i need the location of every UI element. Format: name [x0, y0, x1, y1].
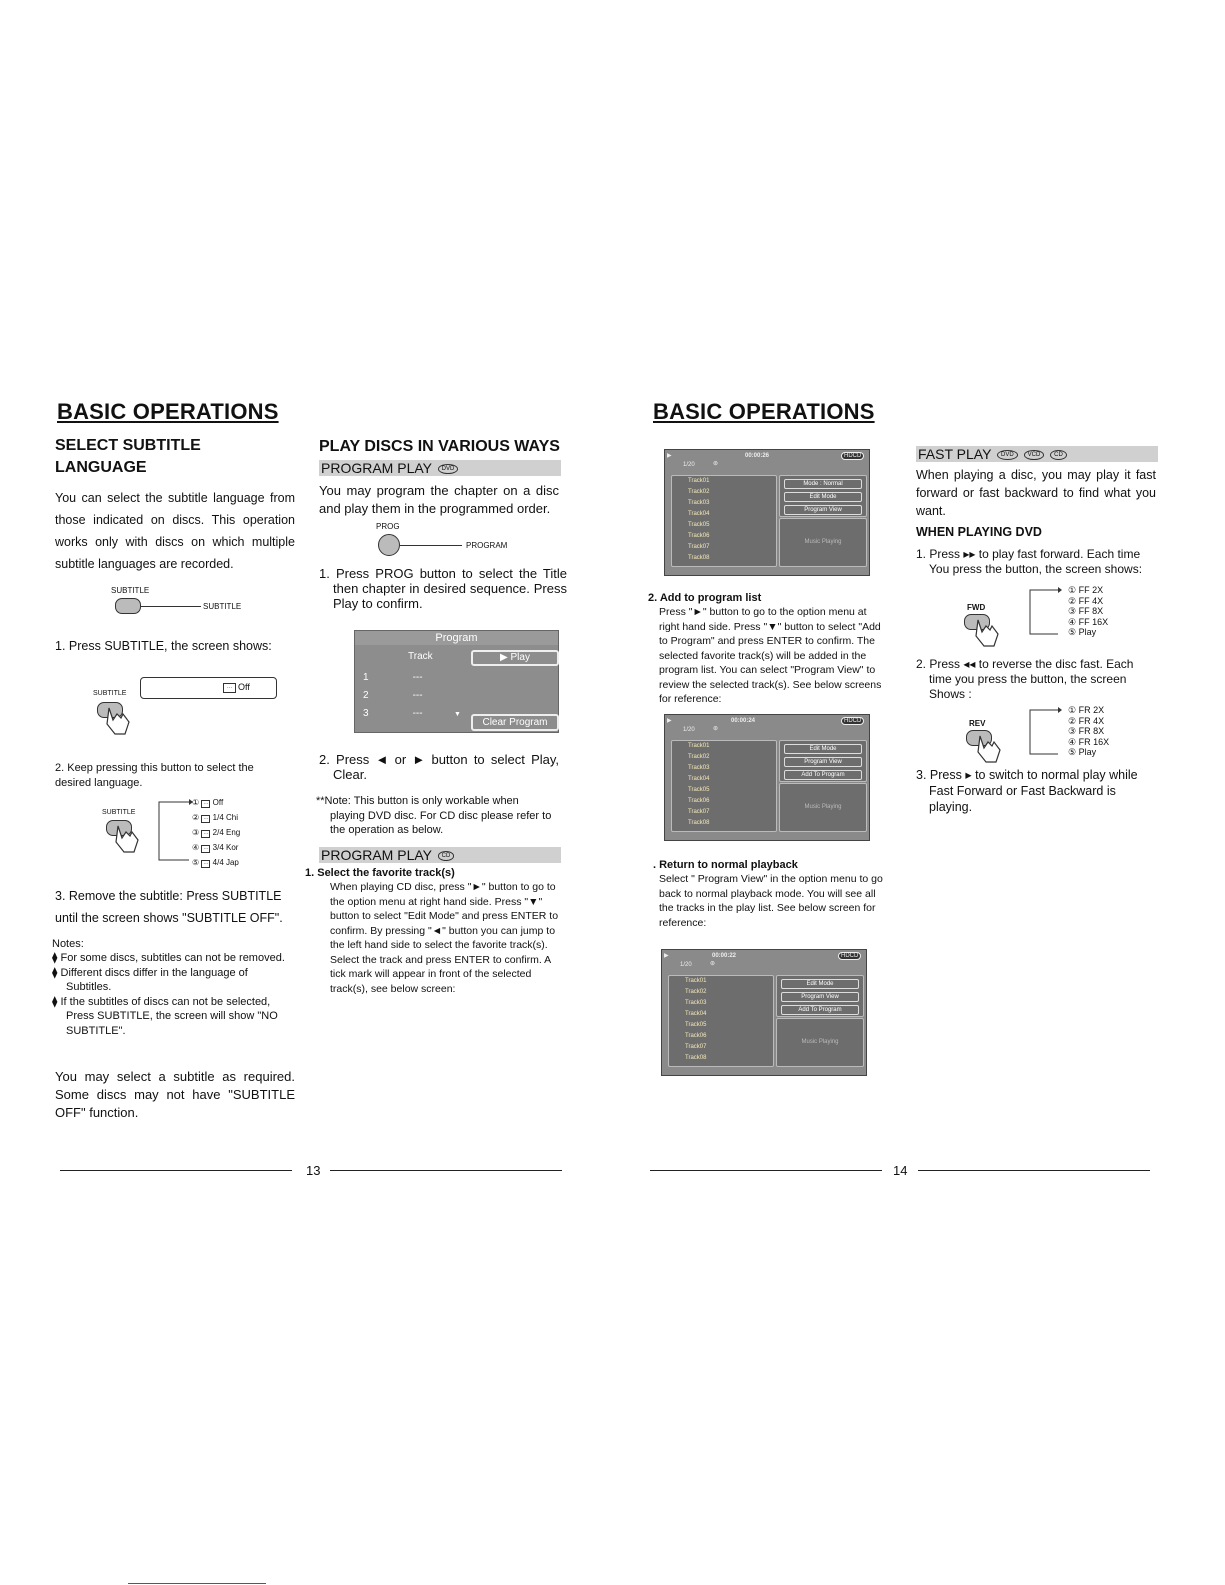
subtitle-icon: ···: [223, 683, 236, 693]
clear-program-button[interactable]: Clear Program: [471, 714, 559, 731]
section-heading-subtitle: [55, 435, 295, 479]
notes-list: [52, 951, 287, 1038]
hdcd-badge: HDCD: [841, 717, 864, 725]
fr-speed-item: ③ FR 8X: [1068, 726, 1105, 736]
ff-speed-list: [1068, 585, 1108, 638]
callout-line: [141, 606, 201, 607]
track-list: [671, 740, 777, 832]
language-item: ④ ··· 3/4 Kor: [192, 843, 239, 852]
disc-icon: ⊛: [713, 461, 719, 467]
track-list: [671, 475, 777, 567]
subtitle-closing: You may select a subtitle as required. Some discs may not have "SUBTITLE OFF" function.: [55, 1069, 295, 1120]
play-icon: ▶: [664, 953, 669, 959]
bar-label: FAST PLAY: [918, 446, 992, 462]
fr-speed-item: ② FR 4X: [1068, 715, 1105, 726]
ff-speed-item: ⑤ Play: [1068, 627, 1097, 637]
track-item[interactable]: Track01: [688, 743, 710, 749]
fwd-button-label: FWD: [967, 603, 986, 612]
option-item[interactable]: Edit Mode: [781, 979, 859, 989]
return-heading: . Return to normal playback: [653, 859, 798, 871]
prog-button-icon: [378, 534, 400, 556]
cd-step1-heading: 1. Select the favorite track(s): [305, 867, 455, 879]
program-step2: 2. Press ◄ or ► button to select Play, Clear.: [319, 752, 559, 782]
track-item[interactable]: Track04: [688, 511, 710, 517]
ff-speed-item: ② FF 4X: [1068, 595, 1104, 606]
hand-press-icon: [974, 734, 1006, 764]
option-menu: [779, 475, 867, 517]
subtitle-step1: 1. Press SUBTITLE, the screen shows:: [55, 639, 272, 653]
footer-rule: [650, 1170, 882, 1171]
bar-label: PROGRAM PLAY: [321, 460, 432, 476]
option-menu: [779, 740, 867, 782]
program-step1: 1. Press PROG button to select the Title then chapter in desired sequence. Press Play to confirm.: [319, 566, 567, 611]
program-osd-title: Program: [355, 631, 558, 645]
program-rows: [363, 669, 423, 723]
music-playing-panel: Music Playing: [776, 1018, 864, 1067]
program-row: 3 ---: [363, 708, 423, 719]
option-item[interactable]: Program View: [784, 505, 862, 515]
subtitle-intro: You can select the subtitle language from those indicated on discs. This operation works only with discs on which multiple subtitle languages are recorded.: [55, 491, 295, 571]
track-item[interactable]: Track08: [688, 555, 710, 561]
language-item: ③ ··· 2/4 Eng: [192, 828, 241, 837]
subtitle-step2: 2. Keep pressing this button to select the desired language.: [55, 762, 254, 789]
track-item[interactable]: Track06: [688, 798, 710, 804]
fr-speed-item: ④ FR 16X: [1068, 736, 1110, 747]
footer-rule: [60, 1170, 292, 1171]
track-item[interactable]: Track07: [688, 809, 710, 815]
fast-play-bar: [916, 446, 1158, 462]
section-heading-play: PLAY DISCS IN VARIOUS WAYS: [319, 438, 560, 455]
program-play-button[interactable]: ▶ Play: [471, 650, 559, 666]
option-item[interactable]: Add To Program: [784, 770, 862, 780]
hand-press-icon: [112, 824, 144, 854]
note-item: ⧫ If the subtitles of discs can not be selected, Press SUBTITLE, the screen will show "NO SUBTITLE".: [52, 995, 278, 1037]
fast-step3: 3. Press ▸ to switch to normal play while Fast Forward or Fast Backward is playing.: [916, 768, 1138, 814]
language-item: ⑤ ··· 4/4 Jap: [192, 858, 239, 867]
track-item[interactable]: Track05: [688, 787, 710, 793]
cd-screen-3: [661, 949, 867, 1076]
ff-speed-item: ③ FF 8X: [1068, 606, 1104, 616]
page-number-right: 14: [893, 1163, 908, 1178]
option-item[interactable]: Program View: [784, 757, 862, 767]
cd-disc-icon: CD: [438, 851, 455, 861]
subtitle-osd-value: Off: [238, 682, 250, 692]
track-list: [668, 975, 774, 1067]
track-count: 1/20: [683, 727, 695, 733]
track-item[interactable]: Track05: [688, 522, 710, 528]
program-intro: You may program the chapter on a disc and play them in the programmed order.: [319, 483, 559, 516]
footer-rule: [918, 1170, 1150, 1171]
subtitle-button-label: SUBTITLE: [111, 586, 150, 595]
subtitle-button-icon: [115, 598, 141, 614]
add-program-body: Press "►" button to go to the option menu at right hand side. Press "▼" button to select "Add to Program" and press ENTER to confirm. The selected favorite track(s) will be added in the program list. You can select "Program View" to review the selected track(s). See below screens for reference:: [659, 606, 882, 705]
language-list: [192, 796, 240, 871]
fast-intro: When playing a disc, you may play it fast forward or fast backward to find what you want.: [916, 468, 1156, 518]
track-count: 1/20: [680, 962, 692, 968]
time-readout: 00:00:26: [745, 453, 770, 459]
program-play-dvd-bar: [319, 460, 561, 476]
program-row: 2 ---: [363, 690, 423, 701]
language-item: ② ··· 1/4 Chi: [192, 813, 238, 822]
track-item[interactable]: Track04: [685, 1011, 707, 1017]
ff-speed-item: ① FF 2X: [1068, 585, 1104, 595]
bar-label: PROGRAM PLAY: [321, 847, 432, 863]
track-item[interactable]: Track01: [688, 478, 710, 484]
option-item[interactable]: Mode : Normal: [784, 479, 862, 489]
step2-button-label: SUBTITLE: [102, 809, 136, 816]
subtitle-step3: 3. Remove the subtitle: Press SUBTITLE until the screen shows "SUBTITLE OFF".: [55, 889, 283, 925]
cd-step1-body: When playing CD disc, press "►" button to go to the option menu at right hand side. Press "▼" button to select "Edit Mode" and press ENTER to confirm. By pressing "◄" button you can jump to the left hand side to select the favorite track(s). Select the track and press ENTER to confirm. A tick mark will appear in front of the selected track(s), see below screen:: [330, 881, 559, 995]
bottom-link-rule: [128, 1583, 266, 1584]
play-icon: ▶: [667, 718, 672, 724]
time-readout: 00:00:22: [712, 953, 737, 959]
cd-screen-1: [664, 449, 870, 576]
page-title-left: BASIC OPERATIONS: [57, 399, 279, 424]
track-item[interactable]: Track03: [688, 500, 710, 506]
osd-button-label: SUBTITLE: [93, 690, 127, 697]
fr-bracket: [1026, 706, 1064, 758]
rev-button-label: REV: [969, 719, 986, 728]
track-item[interactable]: Track02: [688, 754, 710, 760]
fr-speed-list: [1068, 705, 1109, 758]
program-osd-column: Track: [408, 651, 433, 662]
disc-icon: ⊛: [713, 726, 719, 732]
cd-screen-2: [664, 714, 870, 841]
hand-press-icon: [972, 618, 1004, 648]
program-play-cd-bar: [319, 847, 561, 863]
option-menu: [776, 975, 864, 1017]
track-item[interactable]: Track07: [688, 544, 710, 550]
track-item[interactable]: Track02: [688, 489, 710, 495]
language-bracket: [155, 798, 195, 864]
option-item[interactable]: Edit Mode: [784, 492, 862, 502]
program-note: **Note: This button is only workable when playing DVD disc. For CD disc please refer to the operation as below.: [316, 795, 552, 836]
note-item: ⧫ For some discs, subtitles can not be removed.: [52, 952, 285, 964]
notes-heading: Notes:: [52, 938, 84, 950]
cd-disc-icon: CD: [1050, 450, 1067, 460]
time-readout: 00:00:24: [731, 718, 756, 724]
option-item[interactable]: Edit Mode: [784, 744, 862, 754]
fr-speed-item: ⑤ Play: [1068, 747, 1097, 757]
subtitle-button-side-label: SUBTITLE: [203, 602, 242, 611]
track-item[interactable]: Track03: [685, 1000, 707, 1006]
track-item[interactable]: Track08: [685, 1055, 707, 1061]
fast-step1: 1. Press ▸▸ to play fast forward. Each time You press the button, the screen shows:: [916, 547, 1143, 576]
heading-line: LANGUAGE: [55, 459, 147, 476]
program-osd: [354, 630, 559, 733]
track-item[interactable]: Track05: [685, 1022, 707, 1028]
play-icon: ▶: [667, 453, 672, 459]
track-count: 1/20: [683, 462, 695, 468]
track-item[interactable]: Track08: [688, 820, 710, 826]
page-number-left: 13: [306, 1163, 321, 1178]
add-program-heading: 2. Add to program list: [648, 592, 762, 604]
hand-press-icon: [103, 706, 135, 736]
hdcd-badge: HDCD: [838, 952, 861, 960]
option-item[interactable]: Add To Program: [781, 1005, 859, 1015]
footer-rule: [330, 1170, 562, 1171]
ff-speed-item: ④ FF 16X: [1068, 616, 1109, 627]
vcd-disc-icon: VCD: [1024, 450, 1045, 460]
prog-button-label: PROG: [376, 522, 400, 531]
music-playing-panel: Music Playing: [779, 518, 867, 567]
track-item[interactable]: Track06: [688, 533, 710, 539]
track-item[interactable]: Track03: [688, 765, 710, 771]
program-row: 1 ---: [363, 672, 423, 683]
page-title-right: BASIC OPERATIONS: [653, 399, 875, 424]
fast-step2: 2. Press ◂◂ to reverse the disc fast. Each time you press the button, the screen Shows :: [916, 657, 1134, 701]
track-item[interactable]: Track06: [685, 1033, 707, 1039]
dvd-disc-icon: DVD: [997, 450, 1018, 460]
option-item[interactable]: Program View: [781, 992, 859, 1002]
callout-line: [400, 545, 462, 546]
note-item: ⧫ Different discs differ in the language of Subtitles.: [52, 966, 248, 993]
disc-icon: ⊛: [710, 961, 716, 967]
dvd-disc-icon: DVD: [438, 464, 459, 474]
scroll-down-icon: ▼: [454, 711, 461, 718]
hdcd-badge: HDCD: [841, 452, 864, 460]
track-item[interactable]: Track02: [685, 989, 707, 995]
when-playing-dvd: WHEN PLAYING DVD: [916, 525, 1042, 539]
track-item[interactable]: Track04: [688, 776, 710, 782]
return-body: Select " Program View" in the option menu to go back to normal playback mode. You will see all the tracks in the play list. See below screen for reference:: [659, 873, 883, 929]
program-label: PROGRAM: [466, 541, 508, 550]
track-item[interactable]: Track01: [685, 978, 707, 984]
heading-line: SELECT SUBTITLE: [55, 437, 201, 454]
fr-speed-item: ① FR 2X: [1068, 705, 1105, 715]
music-playing-panel: Music Playing: [779, 783, 867, 832]
ff-bracket: [1026, 586, 1064, 638]
subtitle-osd-box: [140, 677, 277, 699]
track-item[interactable]: Track07: [685, 1044, 707, 1050]
language-item: ① ··· Off: [192, 798, 224, 807]
